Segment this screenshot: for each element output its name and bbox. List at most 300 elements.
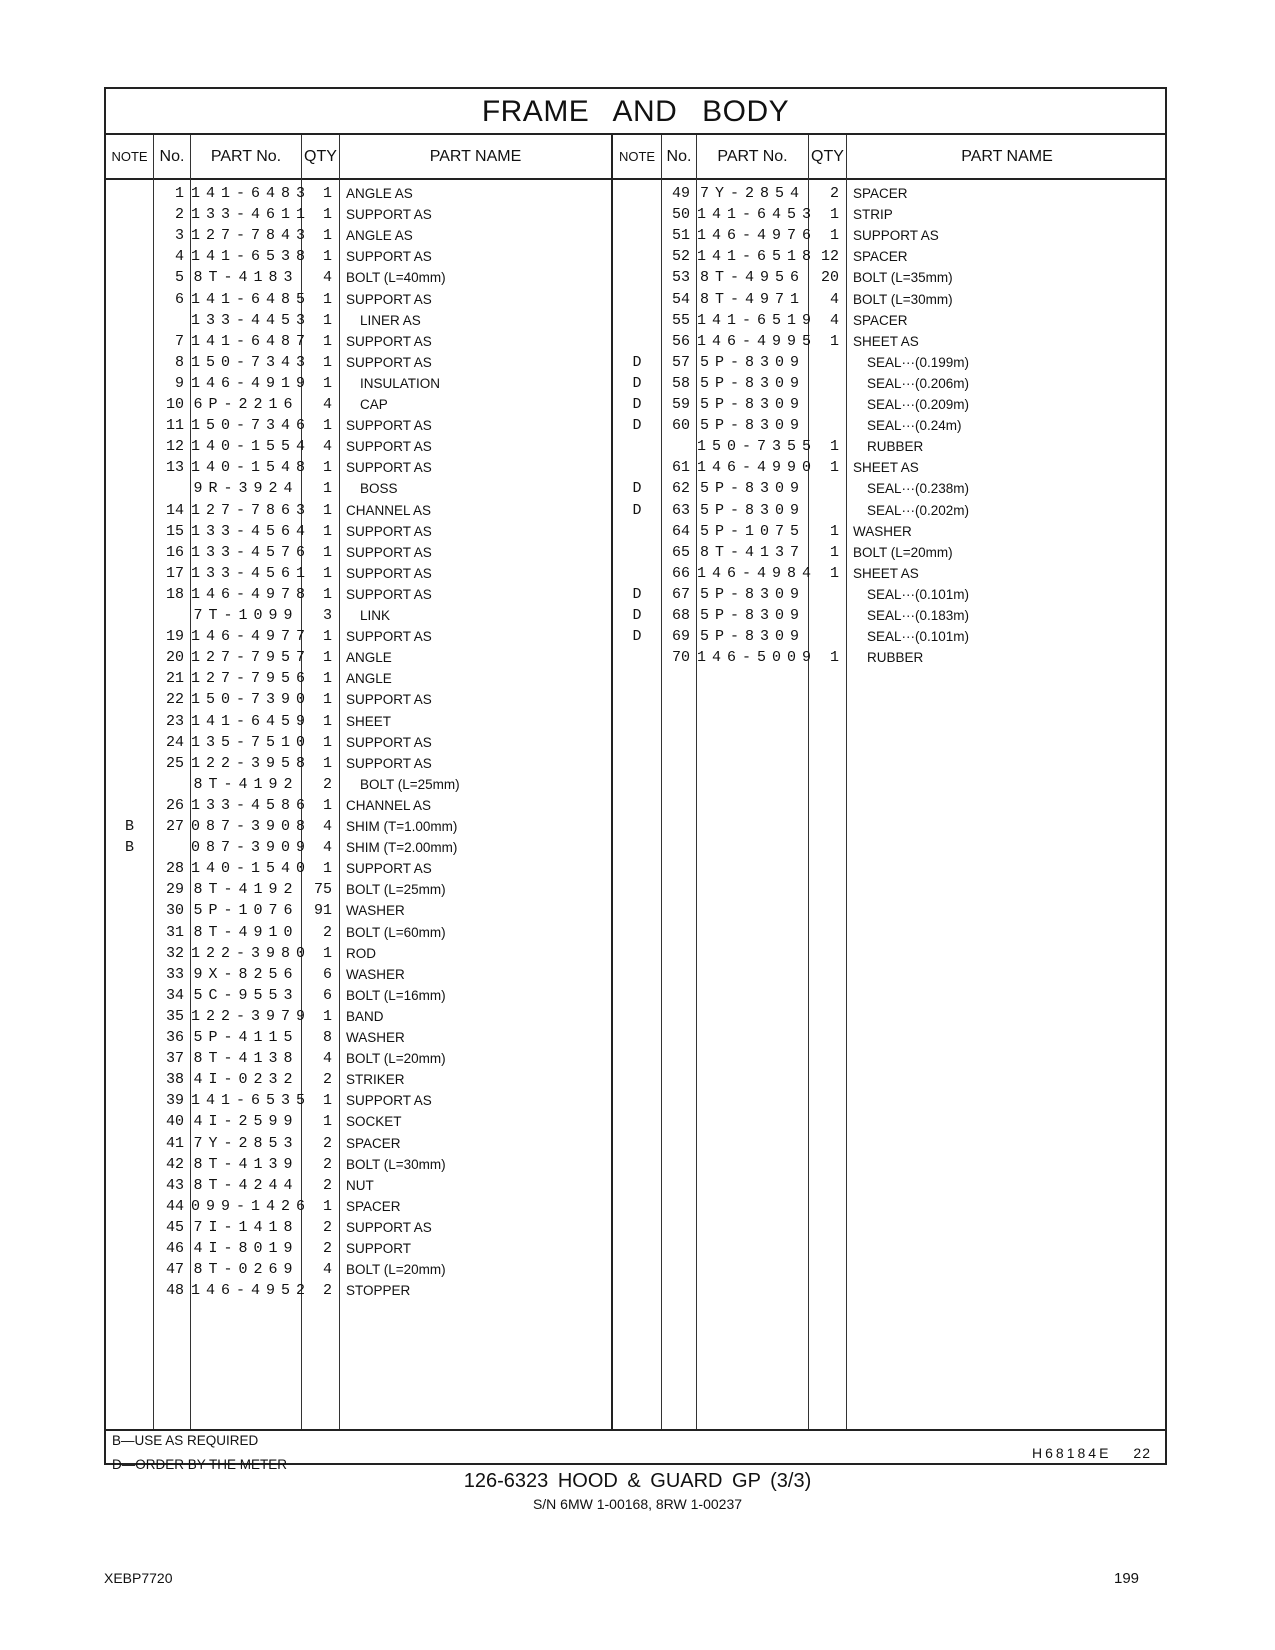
part-name-cell: SUPPORT AS bbox=[346, 333, 432, 349]
table-row bbox=[106, 246, 1165, 268]
part-name-cell: SEAL···(0.238m) bbox=[867, 481, 970, 497]
part-number-cell: 141-6459 bbox=[191, 712, 312, 730]
item-number-cell: 2 bbox=[174, 206, 184, 224]
note-cell: D bbox=[632, 628, 642, 646]
part-number-cell: 4I-0232 bbox=[193, 1071, 299, 1089]
quantity-cell: 1 bbox=[322, 860, 332, 878]
part-name-cell: SHEET AS bbox=[853, 460, 919, 476]
quantity-cell: 1 bbox=[829, 564, 839, 582]
part-name-cell: BOLT (L=25mm) bbox=[346, 882, 446, 898]
table-row bbox=[106, 900, 1165, 922]
table-row bbox=[106, 352, 1165, 374]
part-name-cell: SOCKET bbox=[346, 1114, 402, 1130]
item-number-cell: 38 bbox=[165, 1071, 184, 1089]
quantity-cell: 2 bbox=[322, 1240, 332, 1257]
part-number-cell: 141-6519 bbox=[697, 311, 818, 329]
quantity-cell: 1 bbox=[829, 649, 839, 667]
note-cell: D bbox=[632, 480, 642, 498]
part-name-cell: STOPPER bbox=[346, 1283, 411, 1299]
parts-list-body bbox=[106, 180, 1165, 1429]
part-name-cell: SPACER bbox=[346, 1198, 401, 1214]
table-row bbox=[106, 795, 1165, 817]
quantity-cell: 1 bbox=[322, 628, 332, 646]
part-number-cell: 8T-4910 bbox=[193, 923, 299, 941]
table-row bbox=[106, 225, 1165, 247]
table-row bbox=[106, 858, 1165, 880]
drawing-code-page: 22 bbox=[1133, 1445, 1151, 1461]
quantity-cell: 91 bbox=[313, 902, 332, 920]
quantity-cell: 4 bbox=[829, 311, 839, 329]
quantity-cell: 1 bbox=[322, 374, 332, 392]
item-number-cell: 26 bbox=[165, 796, 184, 814]
quantity-cell: 1 bbox=[322, 185, 332, 202]
item-number-cell: 65 bbox=[671, 543, 690, 561]
item-number-cell: 24 bbox=[165, 733, 184, 751]
part-number-cell: 141-6453 bbox=[697, 206, 818, 224]
quantity-cell: 1 bbox=[322, 754, 332, 772]
note-cell: D bbox=[632, 501, 642, 519]
item-number-cell: 48 bbox=[165, 1282, 184, 1300]
quantity-cell: 2 bbox=[829, 185, 839, 202]
part-number-cell: 122-3958 bbox=[191, 754, 312, 772]
part-number-cell: 4I-2599 bbox=[193, 1113, 299, 1131]
table-row bbox=[106, 267, 1165, 289]
item-number-cell: 57 bbox=[671, 353, 690, 371]
part-name-cell: RUBBER bbox=[867, 439, 924, 455]
part-name-cell: SPACER bbox=[346, 1135, 401, 1151]
part-number-cell: 7I-1418 bbox=[193, 1218, 299, 1236]
part-name-cell: BOLT (L=20mm) bbox=[346, 1051, 446, 1067]
table-row bbox=[106, 542, 1165, 564]
item-number-cell: 58 bbox=[671, 374, 690, 392]
note-cell: D bbox=[632, 607, 642, 624]
part-name-cell: SHEET AS bbox=[853, 565, 919, 581]
table-row bbox=[106, 774, 1165, 796]
part-number-cell: 127-7863 bbox=[191, 501, 312, 519]
header-name-right: PART NAME bbox=[961, 148, 1053, 165]
part-number-cell: 7T-1099 bbox=[193, 607, 299, 624]
item-number-cell: 69 bbox=[671, 628, 690, 646]
part-number-cell: 8T-0269 bbox=[193, 1261, 299, 1279]
quantity-cell: 75 bbox=[313, 881, 332, 899]
table-row bbox=[106, 289, 1165, 311]
group-caption: 126-6323 HOOD & GUARD GP (3/3) bbox=[463, 1470, 812, 1492]
table-row bbox=[106, 1069, 1165, 1091]
part-number-cell: 150-7355 bbox=[697, 438, 818, 456]
part-name-cell: SUPPORT AS bbox=[346, 755, 432, 771]
header-name-left: PART NAME bbox=[429, 148, 522, 165]
item-number-cell: 34 bbox=[165, 986, 184, 1004]
part-name-cell: SUPPORT AS bbox=[346, 418, 432, 434]
part-name-cell: ANGLE AS bbox=[346, 186, 413, 201]
part-number-cell: 5P-4115 bbox=[193, 1029, 299, 1046]
item-number-cell: 10 bbox=[165, 396, 184, 413]
table-row bbox=[106, 331, 1165, 353]
table-row bbox=[106, 1175, 1165, 1197]
item-number-cell: 27 bbox=[165, 818, 184, 835]
item-number-cell: 49 bbox=[671, 185, 690, 202]
table-row bbox=[106, 1280, 1165, 1302]
part-name-cell: BOLT (L=16mm) bbox=[346, 987, 446, 1003]
table-row bbox=[106, 922, 1165, 944]
quantity-cell: 6 bbox=[322, 965, 332, 983]
item-number-cell: 1 bbox=[174, 185, 184, 202]
table-row bbox=[106, 1259, 1165, 1281]
table-row bbox=[106, 563, 1165, 585]
quantity-cell: 1 bbox=[322, 1197, 332, 1215]
part-name-cell: SEAL···(0.101m) bbox=[867, 629, 970, 645]
part-number-cell: 146-5009 bbox=[697, 649, 818, 667]
quantity-cell: 1 bbox=[829, 459, 839, 477]
item-number-cell: 35 bbox=[165, 1007, 184, 1025]
part-name-cell: ANGLE bbox=[346, 671, 392, 687]
item-number-cell: 23 bbox=[165, 712, 184, 730]
item-number-cell: 64 bbox=[671, 522, 690, 540]
part-number-cell: 5C-9553 bbox=[193, 986, 299, 1004]
quantity-cell: 2 bbox=[322, 923, 332, 941]
quantity-cell: 1 bbox=[322, 796, 332, 814]
part-number-cell: 150-7390 bbox=[191, 691, 312, 709]
part-number-cell: 8T-4192 bbox=[193, 775, 299, 793]
part-number-cell: 135-7510 bbox=[191, 733, 312, 751]
item-number-cell: 14 bbox=[165, 501, 184, 519]
part-number-cell: 5P-8309 bbox=[699, 607, 805, 624]
part-number-cell: 133-4586 bbox=[191, 796, 312, 814]
part-number-cell: 5P-8309 bbox=[699, 353, 805, 371]
part-number-cell: 8T-4139 bbox=[193, 1155, 299, 1173]
quantity-cell: 4 bbox=[322, 839, 332, 857]
item-number-cell: 45 bbox=[165, 1218, 184, 1236]
item-number-cell: 29 bbox=[165, 881, 184, 899]
part-number-cell: 087-3909 bbox=[191, 839, 312, 857]
quantity-cell: 1 bbox=[322, 944, 332, 962]
table-row bbox=[106, 1154, 1165, 1176]
part-number-cell: 133-4611 bbox=[191, 206, 312, 224]
quantity-cell: 1 bbox=[322, 459, 332, 477]
quantity-cell: 1 bbox=[322, 670, 332, 688]
part-name-cell: SUPPORT AS bbox=[346, 565, 432, 581]
quantity-cell: 1 bbox=[322, 1092, 332, 1110]
item-number-cell: 16 bbox=[165, 543, 184, 561]
part-name-cell: SUPPORT AS bbox=[346, 861, 432, 877]
item-number-cell: 11 bbox=[165, 417, 184, 435]
item-number-cell: 60 bbox=[671, 417, 690, 435]
header-no-right: No. bbox=[666, 148, 692, 165]
quantity-cell: 1 bbox=[322, 417, 332, 435]
serial-numbers: S/N 6MW 1-00168, 8RW 1-00237 bbox=[532, 1496, 743, 1512]
header-part-right: PART No. bbox=[717, 148, 788, 165]
part-number-cell: 127-7956 bbox=[191, 670, 312, 688]
part-number-cell: 6P-2216 bbox=[193, 396, 299, 413]
part-number-cell: 146-4984 bbox=[697, 564, 818, 582]
part-number-cell: 146-4952 bbox=[191, 1282, 312, 1300]
part-number-cell: 150-7343 bbox=[191, 353, 312, 371]
part-name-cell: SUPPORT AS bbox=[346, 249, 432, 265]
item-number-cell: 32 bbox=[165, 944, 184, 962]
part-number-cell: 5P-8309 bbox=[699, 585, 805, 603]
table-row bbox=[106, 753, 1165, 775]
quantity-cell: 1 bbox=[322, 733, 332, 751]
part-number-cell: 7Y-2853 bbox=[193, 1134, 299, 1152]
part-name-cell: BOLT (L=20mm) bbox=[346, 1262, 446, 1278]
part-number-cell: 140-1548 bbox=[191, 459, 312, 477]
part-number-cell: 127-7957 bbox=[191, 649, 312, 667]
part-name-cell: BOLT (L=25mm) bbox=[360, 776, 460, 792]
part-number-cell: 141-6535 bbox=[191, 1092, 312, 1110]
quantity-cell: 4 bbox=[322, 438, 332, 456]
item-number-cell: 3 bbox=[174, 227, 184, 245]
item-number-cell: 44 bbox=[165, 1197, 184, 1215]
part-name-cell: LINK bbox=[360, 608, 391, 623]
item-number-cell: 62 bbox=[671, 480, 690, 498]
item-number-cell: 55 bbox=[671, 311, 690, 329]
table-row bbox=[106, 1238, 1165, 1260]
item-number-cell: 15 bbox=[165, 522, 184, 540]
part-number-cell: 5P-8309 bbox=[699, 501, 805, 519]
part-number-cell: 150-7346 bbox=[191, 417, 312, 435]
table-row bbox=[106, 500, 1165, 522]
table-row bbox=[106, 1111, 1165, 1133]
part-number-cell: 099-1426 bbox=[191, 1197, 312, 1215]
part-name-cell: SUPPORT AS bbox=[346, 586, 432, 602]
quantity-cell: 1 bbox=[829, 206, 839, 224]
part-number-cell: 133-4564 bbox=[191, 522, 312, 540]
part-name-cell: WASHER bbox=[346, 903, 405, 919]
part-number-cell: 141-6485 bbox=[191, 290, 312, 308]
table-header bbox=[106, 135, 1165, 180]
quantity-cell: 2 bbox=[322, 1218, 332, 1236]
quantity-cell: 1 bbox=[322, 248, 332, 266]
part-name-cell: INSULATION bbox=[360, 375, 441, 391]
quantity-cell: 1 bbox=[829, 227, 839, 245]
part-number-cell: 141-6518 bbox=[697, 248, 818, 266]
item-number-cell: 41 bbox=[165, 1134, 184, 1152]
part-number-cell: 140-1554 bbox=[191, 438, 312, 456]
table-row bbox=[106, 964, 1165, 986]
table-row bbox=[106, 394, 1165, 416]
part-name-cell: SUPPORT AS bbox=[346, 207, 432, 223]
quantity-cell: 1 bbox=[829, 543, 839, 561]
table-title: FRAME AND BODY bbox=[106, 89, 1165, 135]
table-row bbox=[106, 626, 1165, 648]
part-number-cell: 140-1540 bbox=[191, 860, 312, 878]
table-row bbox=[106, 668, 1165, 690]
header-note-left: NOTE bbox=[111, 149, 148, 164]
part-number-cell: 5P-8309 bbox=[699, 396, 805, 413]
table-row bbox=[106, 1027, 1165, 1049]
quantity-cell: 4 bbox=[322, 1050, 332, 1068]
item-number-cell: 8 bbox=[174, 353, 184, 371]
part-number-cell: 133-4561 bbox=[191, 564, 312, 582]
part-number-cell: 5P-8309 bbox=[699, 628, 805, 646]
part-number-cell: 146-4977 bbox=[191, 628, 312, 646]
part-name-cell: SEAL···(0.101m) bbox=[867, 586, 970, 602]
part-name-cell: SEAL···(0.183m) bbox=[867, 608, 970, 623]
quantity-cell: 3 bbox=[322, 607, 332, 624]
part-number-cell: 141-6538 bbox=[191, 248, 312, 266]
part-number-cell: 8T-4138 bbox=[193, 1050, 299, 1068]
part-name-cell: SUPPORT AS bbox=[346, 629, 432, 645]
table-row bbox=[106, 816, 1165, 838]
part-number-cell: 122-3980 bbox=[191, 944, 312, 962]
note-cell: B bbox=[124, 818, 134, 835]
item-number-cell: 18 bbox=[165, 585, 184, 603]
quantity-cell: 1 bbox=[322, 227, 332, 245]
part-name-cell: LINER AS bbox=[360, 312, 421, 328]
table-row bbox=[106, 689, 1165, 711]
quantity-cell: 1 bbox=[322, 585, 332, 603]
part-name-cell: BOLT (L=40mm) bbox=[346, 270, 446, 286]
part-name-cell: SUPPORT AS bbox=[346, 291, 432, 307]
part-name-cell: WASHER bbox=[346, 966, 405, 982]
table-row bbox=[106, 204, 1165, 226]
part-name-cell: BOLT (L=30mm) bbox=[853, 291, 953, 307]
part-name-cell: SUPPORT AS bbox=[346, 460, 432, 476]
quantity-cell: 1 bbox=[829, 522, 839, 540]
part-name-cell: SUPPORT AS bbox=[346, 734, 432, 750]
table-row bbox=[106, 837, 1165, 859]
note-cell: D bbox=[632, 353, 642, 371]
part-name-cell: ANGLE bbox=[346, 650, 392, 666]
legend-d: D—ORDER BY THE METER bbox=[112, 1457, 288, 1472]
part-name-cell: SUPPORT AS bbox=[853, 228, 939, 244]
header-note-right: NOTE bbox=[618, 149, 656, 164]
note-cell: D bbox=[632, 396, 642, 413]
item-number-cell: 5 bbox=[174, 269, 184, 287]
drawing-code bbox=[1032, 1445, 1151, 1461]
item-number-cell: 42 bbox=[165, 1155, 184, 1173]
quantity-cell: 1 bbox=[322, 290, 332, 308]
quantity-cell: 2 bbox=[322, 775, 332, 793]
legend bbox=[106, 1429, 1165, 1472]
part-name-cell: SHIM (T=2.00mm) bbox=[346, 840, 458, 856]
item-number-cell: 17 bbox=[165, 564, 184, 582]
table-row bbox=[106, 711, 1165, 733]
part-number-cell: 122-3979 bbox=[191, 1007, 312, 1025]
part-name-cell: BOSS bbox=[360, 481, 398, 497]
part-number-cell: 5P-8309 bbox=[699, 417, 805, 435]
item-number-cell: 31 bbox=[165, 923, 184, 941]
table-row bbox=[106, 1133, 1165, 1155]
part-name-cell: ANGLE AS bbox=[346, 228, 413, 244]
item-number-cell: 12 bbox=[165, 438, 184, 456]
item-number-cell: 53 bbox=[671, 269, 690, 287]
part-number-cell: 146-4990 bbox=[697, 459, 818, 477]
item-number-cell: 70 bbox=[671, 649, 690, 667]
quantity-cell: 2 bbox=[322, 1134, 332, 1152]
part-name-cell: BAND bbox=[346, 1008, 384, 1024]
item-number-cell: 25 bbox=[165, 754, 184, 772]
quantity-cell: 6 bbox=[322, 986, 332, 1004]
table-row bbox=[106, 732, 1165, 754]
quantity-cell: 8 bbox=[322, 1029, 332, 1046]
quantity-cell: 2 bbox=[322, 1071, 332, 1089]
part-name-cell: RUBBER bbox=[867, 650, 924, 666]
part-number-cell: 5P-1076 bbox=[193, 902, 299, 920]
item-number-cell: 7 bbox=[174, 332, 184, 350]
part-name-cell: ROD bbox=[346, 945, 376, 961]
part-number-cell: 5P-8309 bbox=[699, 480, 805, 498]
item-number-cell: 67 bbox=[671, 585, 690, 603]
table-row bbox=[106, 1090, 1165, 1112]
quantity-cell: 1 bbox=[322, 332, 332, 350]
part-name-cell: SUPPORT AS bbox=[346, 439, 432, 455]
table-row bbox=[106, 943, 1165, 965]
parts-table-frame bbox=[104, 87, 1167, 1472]
quantity-cell: 1 bbox=[322, 501, 332, 519]
note-cell: B bbox=[124, 839, 134, 857]
item-number-cell: 39 bbox=[165, 1092, 184, 1110]
table-row bbox=[106, 584, 1165, 606]
part-name-cell: SUPPORT AS bbox=[346, 544, 432, 560]
part-number-cell: 133-4576 bbox=[191, 543, 312, 561]
item-number-cell: 9 bbox=[174, 374, 184, 392]
part-name-cell: BOLT (L=60mm) bbox=[346, 924, 446, 940]
part-name-cell: CAP bbox=[360, 397, 388, 412]
item-number-cell: 33 bbox=[165, 965, 184, 983]
item-number-cell: 66 bbox=[671, 564, 690, 582]
quantity-cell: 1 bbox=[322, 691, 332, 709]
table-row bbox=[106, 985, 1165, 1007]
item-number-cell: 54 bbox=[671, 290, 690, 308]
part-name-cell: SHEET AS bbox=[853, 333, 919, 349]
part-number-cell: 9R-3924 bbox=[193, 480, 299, 498]
part-name-cell: SEAL···(0.24m) bbox=[867, 418, 962, 434]
part-number-cell: 133-4453 bbox=[191, 311, 312, 329]
item-number-cell: 52 bbox=[671, 248, 690, 266]
part-number-cell: 5P-8309 bbox=[699, 374, 805, 392]
quantity-cell: 12 bbox=[820, 248, 839, 266]
part-number-cell: 146-4995 bbox=[697, 332, 818, 350]
table-row bbox=[106, 415, 1165, 437]
table-row bbox=[106, 183, 1165, 205]
table-row bbox=[106, 521, 1165, 543]
header-part-left: PART No. bbox=[210, 148, 282, 165]
item-number-cell: 68 bbox=[671, 607, 690, 624]
header-qty-right: QTY bbox=[811, 148, 844, 165]
part-name-cell: WASHER bbox=[853, 523, 912, 539]
item-number-cell: 40 bbox=[165, 1113, 184, 1131]
part-number-cell: 8T-4971 bbox=[699, 290, 805, 308]
quantity-cell: 1 bbox=[829, 332, 839, 350]
item-number-cell: 61 bbox=[671, 459, 690, 477]
item-number-cell: 59 bbox=[671, 396, 690, 413]
part-name-cell: CHANNEL AS bbox=[346, 502, 432, 518]
part-number-cell: 146-4919 bbox=[191, 374, 312, 392]
note-cell: D bbox=[632, 585, 642, 603]
header-no-left: No. bbox=[159, 148, 185, 165]
item-number-cell: 21 bbox=[165, 670, 184, 688]
part-number-cell: 8T-4244 bbox=[193, 1176, 299, 1194]
table-row bbox=[106, 1217, 1165, 1239]
part-name-cell: STRIKER bbox=[346, 1072, 405, 1088]
item-number-cell: 51 bbox=[671, 227, 690, 245]
part-name-cell: SUPPORT AS bbox=[346, 692, 432, 708]
document-number: XEBP7720 bbox=[104, 1570, 173, 1586]
table-row bbox=[106, 1196, 1165, 1218]
drawing-code-id: H68184E bbox=[1032, 1445, 1112, 1461]
quantity-cell: 1 bbox=[322, 311, 332, 329]
note-cell: D bbox=[632, 374, 642, 392]
item-number-cell: 47 bbox=[165, 1261, 184, 1279]
item-number-cell: 63 bbox=[671, 501, 690, 519]
table-row bbox=[106, 1006, 1165, 1028]
item-number-cell: 36 bbox=[165, 1029, 184, 1046]
part-name-cell: BOLT (L=20mm) bbox=[853, 544, 953, 560]
part-name-cell: SUPPORT bbox=[346, 1241, 412, 1256]
part-number-cell: 4I-8019 bbox=[193, 1240, 299, 1257]
table-row bbox=[106, 478, 1165, 500]
